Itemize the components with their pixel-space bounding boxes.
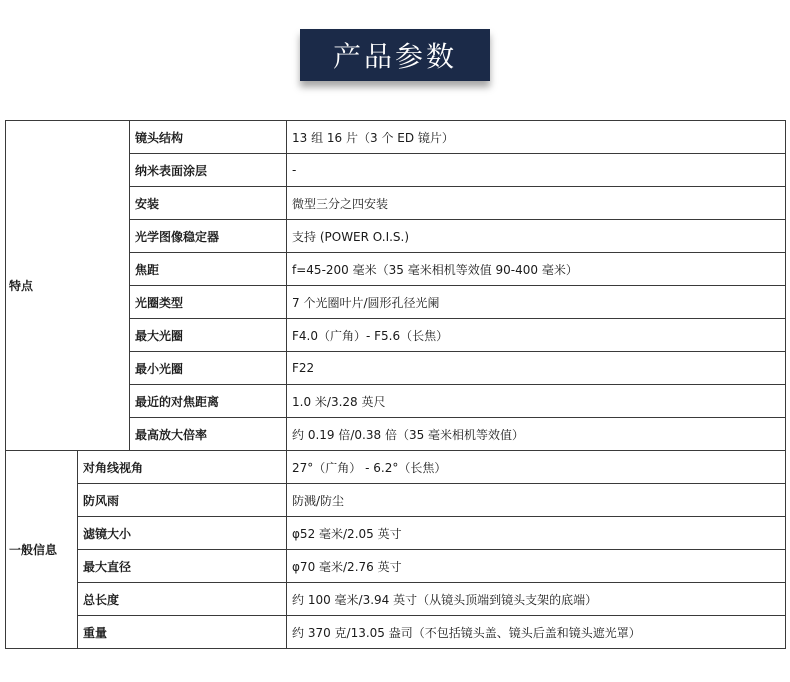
spec-value: φ70 毫米/2.76 英寸 — [287, 550, 786, 583]
spec-label: 重量 — [78, 616, 287, 649]
table-row — [6, 484, 786, 517]
spec-value: F4.0（广角）- F5.6（长焦） — [287, 319, 786, 352]
spec-label: 光圈类型 — [130, 286, 287, 319]
spec-label: 对角线视角 — [78, 451, 287, 484]
table-row — [6, 583, 786, 616]
spec-value: 13 组 16 片（3 个 ED 镜片） — [287, 121, 786, 154]
table-row — [6, 550, 786, 583]
spec-value: 约 0.19 倍/0.38 倍（35 毫米相机等效值） — [287, 418, 786, 451]
table-row — [6, 517, 786, 550]
spec-table — [5, 120, 786, 649]
table-row — [6, 121, 786, 154]
spec-label: 镜头结构 — [130, 121, 287, 154]
spec-label: 最小光圈 — [130, 352, 287, 385]
spec-value: 防溅/防尘 — [287, 484, 786, 517]
spec-value: 微型三分之四安装 — [287, 187, 786, 220]
spec-value: φ52 毫米/2.05 英寸 — [287, 517, 786, 550]
page-title: 产品参数 — [332, 40, 457, 73]
spec-label: 总长度 — [78, 583, 287, 616]
group-label-features: 特点 — [6, 121, 130, 451]
spec-value: 7 个光圈叶片/圆形孔径光阑 — [287, 286, 786, 319]
page-title-banner — [300, 29, 490, 81]
spec-value: F22 — [287, 352, 786, 385]
spec-value: - — [287, 154, 786, 187]
spec-value: 1.0 米/3.28 英尺 — [287, 385, 786, 418]
spec-label: 焦距 — [130, 253, 287, 286]
spec-value: 27°（广角） - 6.2°（长焦） — [287, 451, 786, 484]
spec-value: f=45-200 毫米（35 毫米相机等效值 90-400 毫米） — [287, 253, 786, 286]
table-row — [6, 616, 786, 649]
table-row — [6, 451, 786, 484]
spec-label: 最近的对焦距离 — [130, 385, 287, 418]
spec-label: 滤镜大小 — [78, 517, 287, 550]
spec-label: 安装 — [130, 187, 287, 220]
spec-label: 最高放大倍率 — [130, 418, 287, 451]
spec-label: 最大光圈 — [130, 319, 287, 352]
group-label-general: 一般信息 — [6, 451, 78, 649]
spec-label: 防风雨 — [78, 484, 287, 517]
spec-value: 支持 (POWER O.I.S.) — [287, 220, 786, 253]
spec-label: 最大直径 — [78, 550, 287, 583]
spec-label: 纳米表面涂层 — [130, 154, 287, 187]
spec-value: 约 370 克/13.05 盎司（不包括镜头盖、镜头后盖和镜头遮光罩） — [287, 616, 786, 649]
spec-label: 光学图像稳定器 — [130, 220, 287, 253]
spec-value: 约 100 毫米/3.94 英寸（从镜头顶端到镜头支架的底端） — [287, 583, 786, 616]
